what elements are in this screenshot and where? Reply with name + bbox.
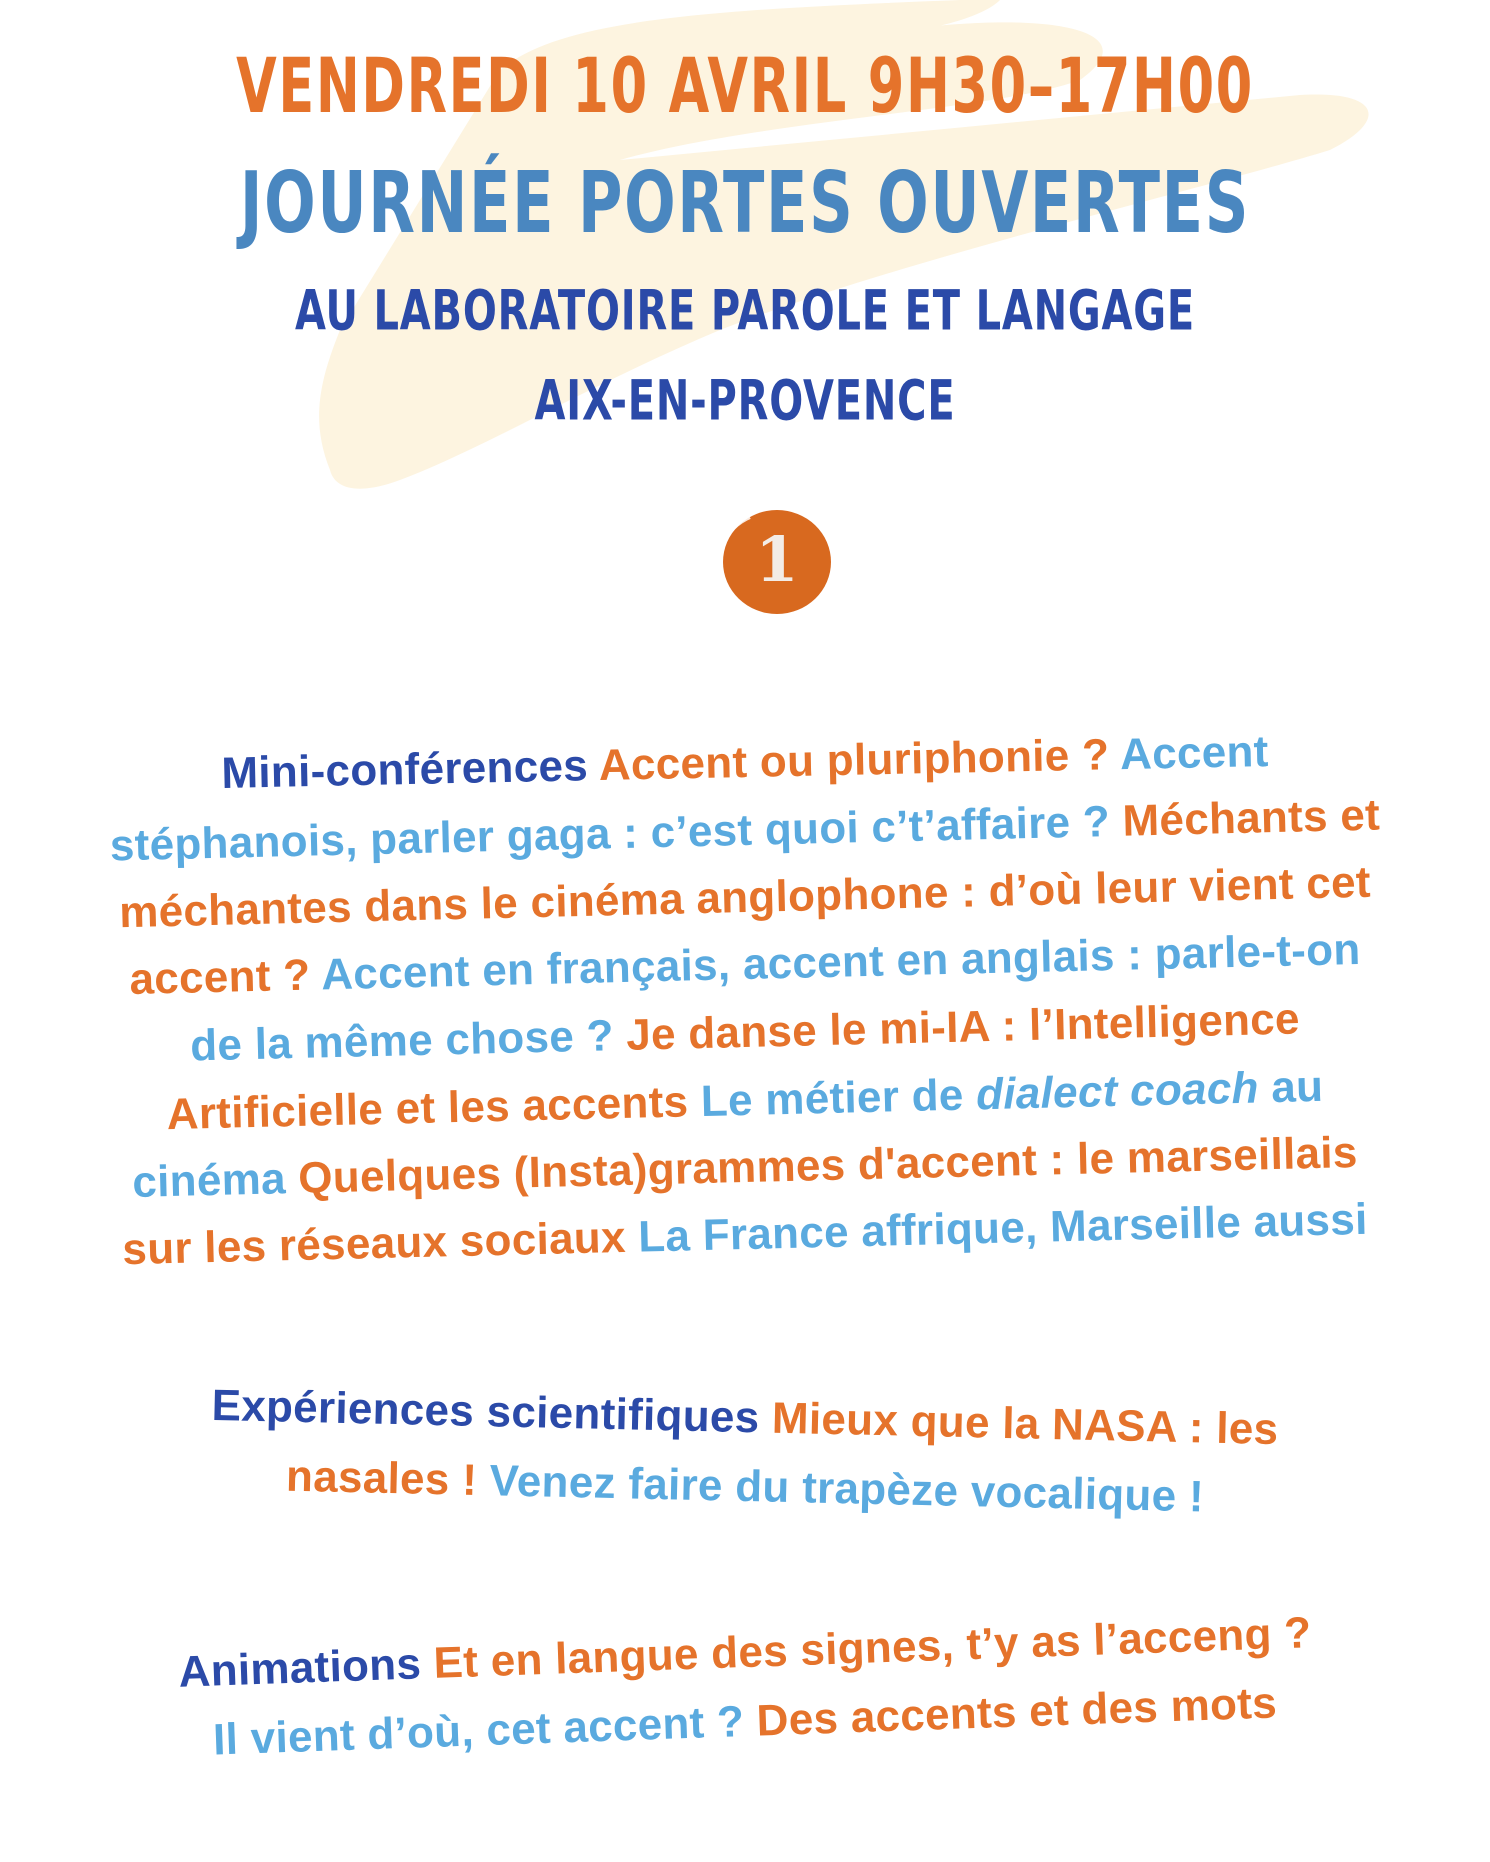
animation-title: Il vient d’où, cet accent ? <box>212 1697 746 1765</box>
talk-title: Accent en français, accent en anglais : parle-t-on <box>309 924 1362 1000</box>
event-title: JOURNÉE PORTES OUVERTES <box>239 153 1251 253</box>
number-badge <box>723 510 831 614</box>
talk-title: La France affrique, Marseille aussi <box>625 1194 1369 1262</box>
talk-title: Artificielle et les accents <box>166 1077 689 1140</box>
talk-title: sur les réseaux sociaux <box>121 1212 627 1275</box>
animation-title: Et en langue des signes, t’y as l’acceng ? <box>420 1608 1313 1689</box>
experience-title: Mieux que la NASA : les <box>758 1393 1279 1455</box>
talk-title: Accent ou pluriphonie ? <box>587 730 1110 791</box>
text-line <box>0 1376 1490 1460</box>
experience-title: Venez faire du trapèze vocalique ! <box>476 1455 1205 1522</box>
animation-title: Des accents et des mots <box>743 1678 1278 1747</box>
talk-title: Je danse le mi-IA : l’Intelligence <box>613 994 1301 1061</box>
talk-title: accent ? <box>128 950 311 1005</box>
experience-title: nasales ! <box>285 1451 478 1505</box>
talk-title: cinéma <box>131 1154 287 1207</box>
text-line <box>0 722 1490 803</box>
text-line <box>0 1445 1490 1529</box>
talk-title: de la même chose ? <box>189 1011 615 1071</box>
talk-title: Accent <box>1108 727 1270 780</box>
talk-title: Méchants et <box>1109 790 1381 847</box>
talk-title: méchantes dans le cinéma anglophone : d’où leur vient cet <box>118 857 1372 938</box>
section-heading: Mini-conférences <box>220 741 589 798</box>
talk-title-italic: dialect coach <box>975 1063 1260 1120</box>
event-venue: AU LABORATOIRE PAROLE ET LANGAGE <box>294 279 1196 343</box>
talk-title: au <box>1258 1061 1324 1113</box>
talk-title: Quelques (Insta)grammes d'accent : le marseillais <box>285 1128 1359 1204</box>
badge-number: 1 <box>755 523 799 596</box>
section-heading: Animations <box>177 1639 422 1697</box>
section-heading: Expériences scientifiques <box>211 1380 761 1443</box>
event-city: AIX-EN-PROVENCE <box>534 369 956 433</box>
talk-title: Le métier de <box>687 1070 977 1127</box>
event-date-time: VENDREDI 10 AVRIL 9H30–17H00 <box>236 43 1254 131</box>
talk-title: stéphanois, parler gaga : c’est quoi c’t’affaire ? <box>109 797 1111 871</box>
